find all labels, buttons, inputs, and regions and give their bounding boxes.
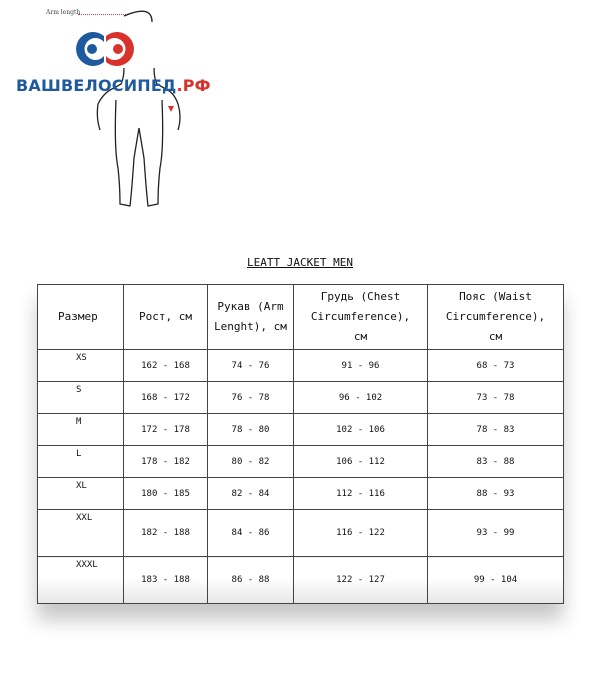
logo-text [16, 76, 211, 95]
chest-cell: 106 - 112 [294, 446, 428, 478]
sleeve-cell: 78 - 80 [208, 414, 294, 446]
table-row [38, 382, 564, 414]
column-header-height: Рост, см [124, 285, 208, 350]
column-header-sleeve: Рукав (Arm Lenght), см [208, 285, 294, 350]
size-cell: XL [38, 478, 124, 510]
waist-cell: 83 - 88 [428, 446, 564, 478]
height-cell: 178 - 182 [124, 446, 208, 478]
column-header-chest: Грудь (Chest Circumference), см [294, 285, 428, 350]
size-chart [37, 284, 563, 604]
chest-cell: 91 - 96 [294, 350, 428, 382]
sleeve-cell: 80 - 82 [208, 446, 294, 478]
size-cell: M [38, 414, 124, 446]
table-row [38, 446, 564, 478]
logo-text-main: ВАШВЕЛОСИПЕД [16, 76, 177, 95]
chest-cell: 96 - 102 [294, 382, 428, 414]
table-title [0, 256, 600, 269]
size-cell: L [38, 446, 124, 478]
waist-cell: 88 - 93 [428, 478, 564, 510]
height-cell: 183 - 188 [124, 557, 208, 604]
table-header-row [38, 285, 564, 350]
table-row [38, 414, 564, 446]
arm-length-label: Arm length [46, 9, 81, 16]
waist-cell: 78 - 83 [428, 414, 564, 446]
height-cell: 180 - 185 [124, 478, 208, 510]
site-logo[interactable] [16, 26, 216, 96]
height-cell: 182 - 188 [124, 510, 208, 557]
size-cell: S [38, 382, 124, 414]
chest-cell: 122 - 127 [294, 557, 428, 604]
logo-emblem-icon [70, 26, 140, 72]
sleeve-cell: 74 - 76 [208, 350, 294, 382]
height-cell: 162 - 168 [124, 350, 208, 382]
waist-cell: 93 - 99 [428, 510, 564, 557]
sleeve-cell: 86 - 88 [208, 557, 294, 604]
sleeve-cell: 76 - 78 [208, 382, 294, 414]
sleeve-cell: 84 - 86 [208, 510, 294, 557]
waist-cell: 73 - 78 [428, 382, 564, 414]
column-header-size: Размер [38, 285, 124, 350]
chest-cell: 102 - 106 [294, 414, 428, 446]
sleeve-cell: 82 - 84 [208, 478, 294, 510]
size-table [37, 284, 564, 604]
logo-text-suffix: .РФ [176, 76, 211, 95]
size-cell: XXL [38, 510, 124, 557]
height-cell: 168 - 172 [124, 382, 208, 414]
table-row [38, 478, 564, 510]
table-row [38, 350, 564, 382]
chest-cell: 112 - 116 [294, 478, 428, 510]
height-cell: 172 - 178 [124, 414, 208, 446]
table-row [38, 557, 564, 604]
waist-cell: 68 - 73 [428, 350, 564, 382]
column-header-waist: Пояс (Waist Circumference), см [428, 285, 564, 350]
chest-cell: 116 - 122 [294, 510, 428, 557]
table-row [38, 510, 564, 557]
size-cell: XS [38, 350, 124, 382]
table-title-text: LEATT JACKET MEN [247, 256, 353, 269]
waist-cell: 99 - 104 [428, 557, 564, 604]
size-cell: XXXL [38, 557, 124, 604]
